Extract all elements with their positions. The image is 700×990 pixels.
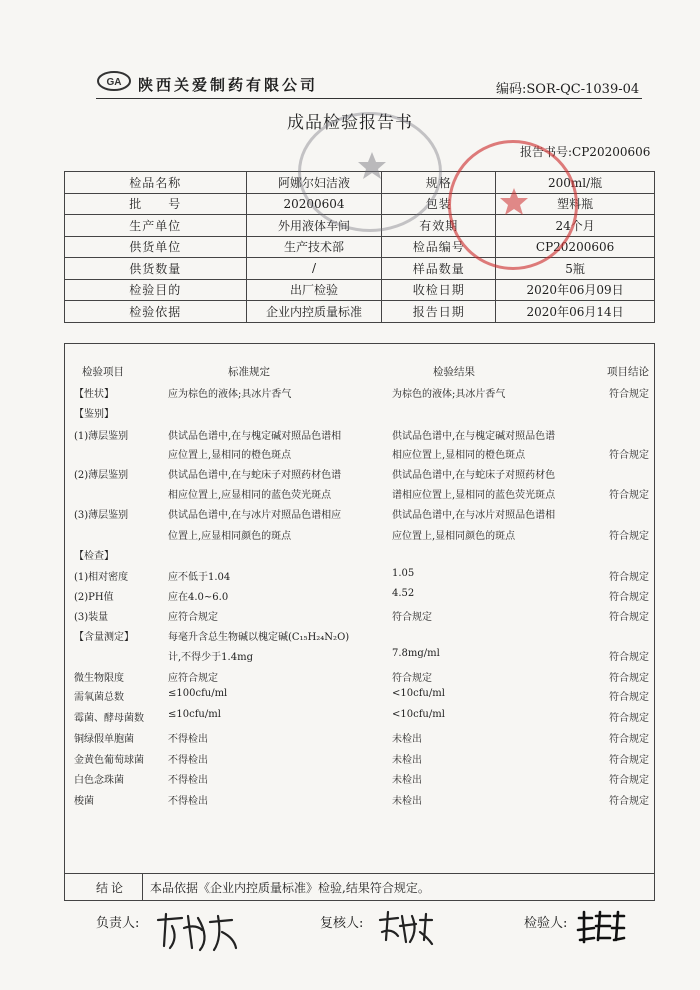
result-conclusion: 符合规定 xyxy=(609,450,649,461)
info-label: 批 号 xyxy=(65,193,247,215)
info-value: / xyxy=(246,258,382,280)
result-value: 未检出 xyxy=(392,755,422,766)
result-item: 白色念珠菌 xyxy=(74,775,124,786)
result-conclusion: 符合规定 xyxy=(609,531,649,542)
result-conclusion: 符合规定 xyxy=(609,775,649,786)
result-conclusion: 符合规定 xyxy=(609,713,649,724)
result-item: 微生物限度 xyxy=(74,673,124,684)
result-standard: 应位置上,显相同的橙色斑点 xyxy=(168,450,292,461)
code-label: 编码: xyxy=(496,82,527,97)
info-label: 检品编号 xyxy=(382,236,496,258)
info-value: 企业内控质量标准 xyxy=(246,301,382,323)
result-standard: 不得检出 xyxy=(168,734,208,745)
page-title: 成品检验报告书 xyxy=(287,113,413,133)
inspector-label: 检验人: xyxy=(524,916,568,931)
result-item: 【检查】 xyxy=(74,551,114,562)
result-value: 1.05 xyxy=(392,568,415,579)
result-standard: 供试品色谱中,在与蛇床子对照药材色谱 xyxy=(168,470,342,481)
info-label: 检品名称 xyxy=(65,172,247,194)
header-rule xyxy=(96,98,642,99)
info-value: 塑料瓶 xyxy=(496,193,655,215)
info-row xyxy=(65,301,655,323)
info-label: 有效期 xyxy=(382,215,496,237)
info-label: 样品数量 xyxy=(382,258,496,280)
result-item: 金黄色葡萄球菌 xyxy=(74,755,144,766)
result-item: 霉菌、酵母菌数 xyxy=(74,713,144,724)
result-item: (3)装量 xyxy=(74,612,109,623)
result-conclusion: 符合规定 xyxy=(609,572,649,583)
result-standard: 每毫升含总生物碱以槐定碱(C₁₅H₂₄N₂O) xyxy=(168,632,350,643)
info-label: 检验目的 xyxy=(65,279,247,301)
stamp-star-icon xyxy=(499,187,529,217)
info-label: 检验依据 xyxy=(65,301,247,323)
report-no-value: CP20200606 xyxy=(572,145,651,159)
quality-stamp-gray xyxy=(298,112,442,232)
info-label: 收检日期 xyxy=(382,279,496,301)
info-value: 200ml/瓶 xyxy=(496,172,655,194)
result-item: 【含量测定】 xyxy=(74,632,134,643)
result-conclusion: 符合规定 xyxy=(609,389,649,400)
result-standard: 计,不得少于1.4mg xyxy=(168,652,253,663)
result-standard: 相应位置上,应显相同的蓝色荧光斑点 xyxy=(168,490,332,501)
col-header-result: 检验结果 xyxy=(433,366,475,378)
result-item: (1)相对密度 xyxy=(74,572,129,583)
reviewer-label: 复核人: xyxy=(320,916,364,931)
company-logo-icon xyxy=(96,70,132,92)
result-conclusion: 符合规定 xyxy=(609,652,649,663)
result-value: 相应位置上,显相同的橙色斑点 xyxy=(392,450,526,461)
info-value: 阿娜尔妇洁液 xyxy=(246,172,382,194)
result-standard: ≤100cfu/ml xyxy=(168,688,228,699)
info-label: 规格 xyxy=(382,172,496,194)
svg-text:GA: GA xyxy=(106,77,122,88)
info-label: 包装 xyxy=(382,193,496,215)
report-no-label: 报告书号: xyxy=(520,145,573,159)
result-value: 4.52 xyxy=(392,588,415,599)
info-value: 外用液体车间 xyxy=(246,215,382,237)
result-value: <10cfu/ml xyxy=(392,688,445,699)
result-standard: 应在4.0~6.0 xyxy=(168,592,229,603)
result-value: 供试品色谱中,在与蛇床子对照药材色 xyxy=(392,470,556,481)
info-value: 生产技术部 xyxy=(246,236,382,258)
result-standard: 不得检出 xyxy=(168,755,208,766)
result-standard: 供试品色谱中,在与冰片对照品色谱相应 xyxy=(168,510,342,521)
result-value: 未检出 xyxy=(392,734,422,745)
conclusion-divider xyxy=(64,873,655,874)
document-code xyxy=(496,78,639,97)
stamp-star-icon xyxy=(357,151,387,181)
info-value: 2020年06月14日 xyxy=(496,301,655,323)
result-value: 供试品色谱中,在与槐定碱对照品色谱 xyxy=(392,431,556,442)
info-label: 供货单位 xyxy=(65,236,247,258)
result-value: 符合规定 xyxy=(392,612,432,623)
result-item: 铜绿假单胞菌 xyxy=(74,734,134,745)
result-value: 7.8mg/ml xyxy=(392,648,440,659)
col-header-standard: 标准规定 xyxy=(228,366,270,378)
responsible-label: 负责人: xyxy=(96,916,140,931)
result-value: 符合规定 xyxy=(392,673,432,684)
result-conclusion: 符合规定 xyxy=(609,734,649,745)
company-name: 陕西关爱制药有限公司 xyxy=(138,76,319,94)
result-item: (1)薄层鉴别 xyxy=(74,431,129,442)
info-label: 报告日期 xyxy=(382,301,496,323)
results-frame xyxy=(64,343,655,901)
info-label: 供货数量 xyxy=(65,258,247,280)
result-standard: 应符合规定 xyxy=(168,673,218,684)
conclusion-col-divider xyxy=(142,873,143,901)
info-value: 24个月 xyxy=(496,215,655,237)
info-row xyxy=(65,279,655,301)
info-row xyxy=(65,258,655,280)
result-standard: ≤10cfu/ml xyxy=(168,709,221,720)
result-standard: 应为棕色的液体;具冰片香气 xyxy=(168,389,292,400)
result-value: 供试品色谱中,在与冰片对照品色谱相 xyxy=(392,510,556,521)
result-standard: 供试品色谱中,在与槐定碱对照品色谱相 xyxy=(168,431,342,442)
col-header-conclusion: 项目结论 xyxy=(607,366,649,378)
code-value: SOR-QC-1039-04 xyxy=(526,82,640,97)
result-item: (3)薄层鉴别 xyxy=(74,510,129,521)
result-value: 谱相应位置上,显相同的蓝色荧光斑点 xyxy=(392,490,556,501)
info-value: 5瓶 xyxy=(496,258,655,280)
inspector-signature xyxy=(576,908,626,948)
info-value: 出厂检验 xyxy=(246,279,382,301)
info-value: 2020年06月09日 xyxy=(496,279,655,301)
result-conclusion: 符合规定 xyxy=(609,673,649,684)
result-item: 【鉴别】 xyxy=(74,409,114,420)
info-value: 20200604 xyxy=(246,193,382,215)
result-item: 梭菌 xyxy=(74,796,94,807)
result-standard: 应不低于1.04 xyxy=(168,572,231,583)
result-item: 【性状】 xyxy=(74,389,114,400)
info-label: 生产单位 xyxy=(65,215,247,237)
result-item: (2)薄层鉴别 xyxy=(74,470,129,481)
info-value: CP20200606 xyxy=(496,236,655,258)
result-value: 为棕色的液体;具冰片香气 xyxy=(392,389,506,400)
result-conclusion: 符合规定 xyxy=(609,692,649,703)
conclusion-text: 本品依据《企业内控质量标准》检验,结果符合规定。 xyxy=(150,881,430,895)
result-value: 应位置上,显相同颜色的斑点 xyxy=(392,531,516,542)
result-standard: 应符合规定 xyxy=(168,612,218,623)
result-standard: 不得检出 xyxy=(168,796,208,807)
result-value: <10cfu/ml xyxy=(392,709,445,720)
result-value: 未检出 xyxy=(392,796,422,807)
responsible-signature xyxy=(152,908,242,954)
quality-stamp-red xyxy=(448,140,578,270)
result-standard: 不得检出 xyxy=(168,775,208,786)
reviewer-signature xyxy=(376,908,436,948)
result-conclusion: 符合规定 xyxy=(609,592,649,603)
result-conclusion: 符合规定 xyxy=(609,755,649,766)
result-item: 需氧菌总数 xyxy=(74,692,124,703)
col-header-item: 检验项目 xyxy=(82,366,124,378)
result-conclusion: 符合规定 xyxy=(609,796,649,807)
result-standard: 位置上,应显相同颜色的斑点 xyxy=(168,531,292,542)
conclusion-label: 结论 xyxy=(96,881,127,895)
result-conclusion: 符合规定 xyxy=(609,490,649,501)
result-conclusion: 符合规定 xyxy=(609,612,649,623)
result-value: 未检出 xyxy=(392,775,422,786)
result-item: (2)PH值 xyxy=(74,592,114,603)
